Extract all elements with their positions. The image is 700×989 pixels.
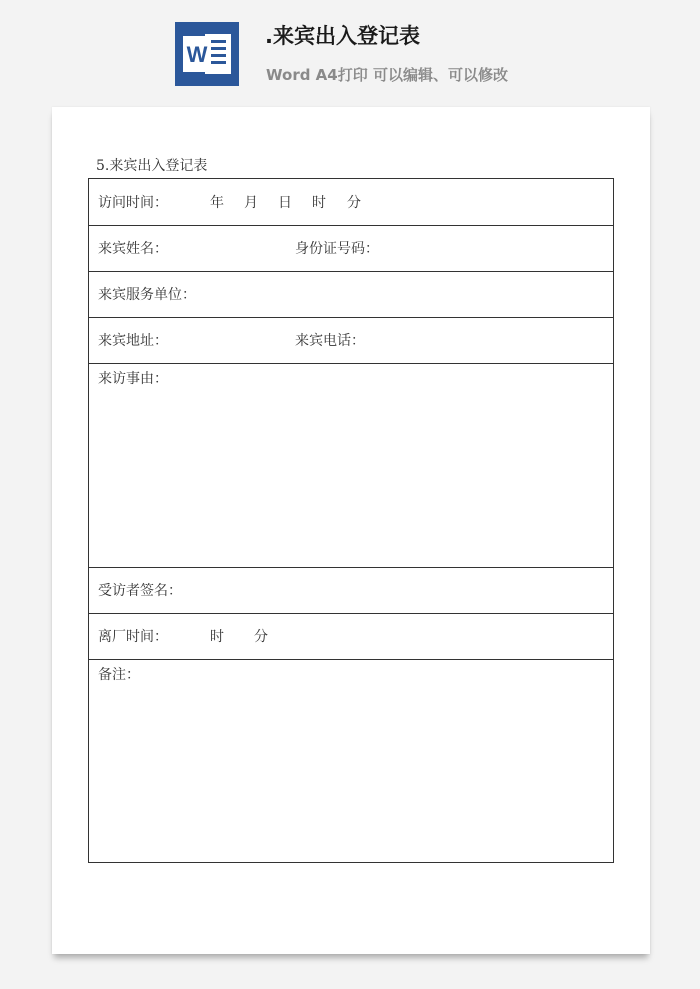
registration-form-table [88, 178, 614, 863]
leave-time-label: 离厂时间： [98, 629, 168, 645]
guest-address-label: 来宾地址： [98, 333, 168, 349]
row-host-signature [89, 568, 613, 614]
visit-time-label: 访问时间： [98, 195, 168, 211]
row-guest-address [89, 318, 613, 364]
host-signature-label: 受访者签名： [98, 583, 182, 599]
visit-day-label: 日 [278, 195, 292, 211]
page-subtitle: Word A4打印 可以编辑、可以修改 [266, 66, 508, 84]
remarks-label: 备注： [98, 667, 140, 683]
visit-year-label: 年 [210, 195, 224, 211]
guest-phone-label: 来宾电话： [295, 333, 365, 349]
visit-hour-label: 时 [312, 195, 326, 211]
row-visit-reason [89, 364, 613, 568]
leave-minute-label: 分 [254, 629, 268, 645]
row-leave-time [89, 614, 613, 660]
visit-reason-label: 来访事由： [98, 371, 168, 387]
row-guest-org [89, 272, 613, 318]
row-visit-time [89, 179, 613, 226]
word-icon-letter: W [186, 42, 208, 67]
guest-org-label: 来宾服务单位： [98, 287, 196, 303]
row-guest-name [89, 226, 613, 272]
guest-name-label: 来宾姓名： [98, 241, 168, 257]
id-number-label: 身份证号码： [295, 241, 379, 257]
document-heading: 5.来宾出入登记表 [96, 158, 208, 174]
leave-hour-label: 时 [210, 629, 224, 645]
row-remarks [89, 660, 613, 861]
visit-minute-label: 分 [347, 195, 361, 211]
document-page [52, 107, 650, 954]
page-header [0, 0, 700, 105]
visit-month-label: 月 [244, 195, 258, 211]
page-title: .来宾出入登记表 [265, 24, 420, 48]
word-document-icon [175, 22, 239, 86]
